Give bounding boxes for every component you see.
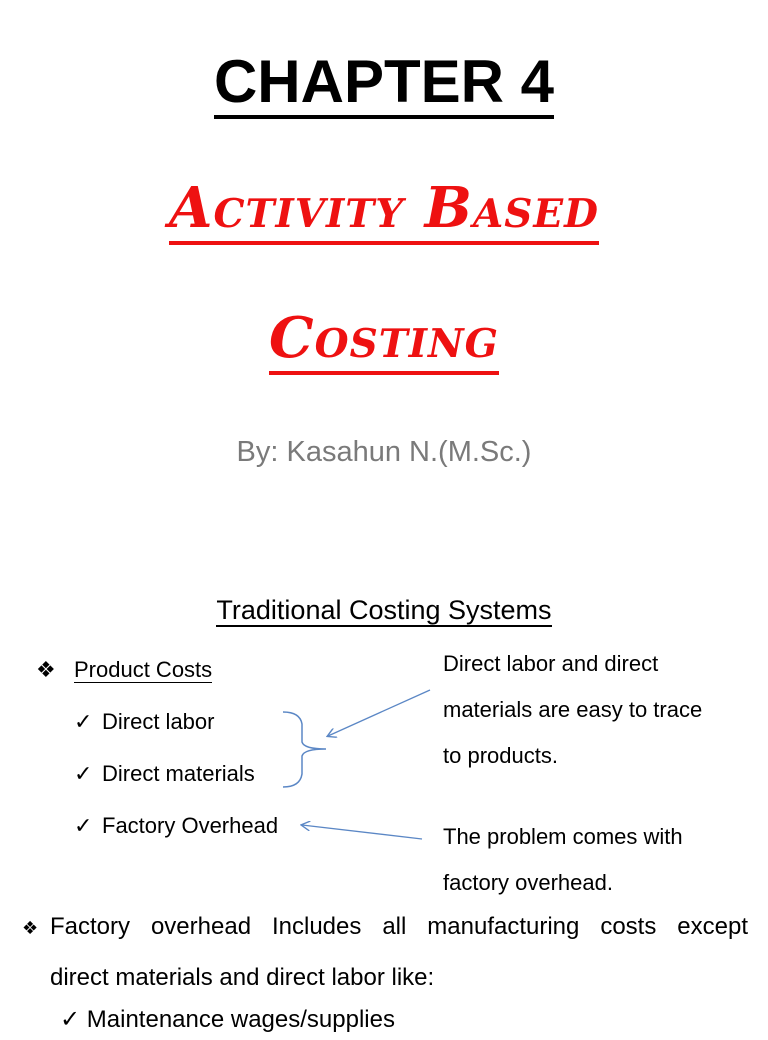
arrow-to-overhead-icon — [302, 825, 422, 839]
note1-line: materials are easy to trace — [443, 697, 703, 722]
overhead-paragraph — [22, 902, 748, 1003]
note1-line: Direct labor and direct — [443, 651, 659, 676]
author-line: By: Kasahun N.(M.Sc.) — [236, 436, 532, 468]
diamond-bullet-icon: ❖ — [22, 918, 39, 938]
note2-line: The problem comes with — [443, 824, 683, 849]
item-direct-materials: Direct materials — [102, 761, 255, 786]
paragraph-line-2 — [22, 953, 748, 1003]
item-direct-labor: Direct labor — [102, 709, 215, 734]
note1-line: to products. — [443, 743, 558, 768]
paragraph-text-2: direct materials and direct labor like: — [50, 964, 435, 991]
title-text-2: Costing — [269, 305, 499, 375]
chapter-label: CHAPTER 4 — [214, 48, 554, 119]
paragraph-text-1: Factory overhead Includes all manufacturing costs except — [50, 913, 748, 940]
section-title-text: Traditional Costing Systems — [216, 595, 552, 625]
curly-brace-icon — [283, 712, 326, 787]
checkmark-icon: ✓ — [60, 1006, 81, 1033]
title-text-1: Activity Based — [169, 175, 599, 245]
arrow-to-brace-icon — [328, 690, 430, 736]
checkmark-icon: ✓ — [74, 761, 93, 786]
diamond-bullet-icon: ❖ — [36, 657, 56, 682]
checkmark-icon: ✓ — [74, 709, 93, 734]
item-factory-overhead: Factory Overhead — [102, 813, 279, 838]
paragraph-line-1 — [22, 902, 748, 953]
product-costs-label: Product Costs — [74, 657, 213, 682]
checkmark-icon: ✓ — [74, 813, 93, 838]
item-maintenance: Maintenance wages/supplies — [86, 1006, 395, 1033]
note2-line: factory overhead. — [443, 870, 613, 895]
list-item — [60, 1000, 395, 1040]
